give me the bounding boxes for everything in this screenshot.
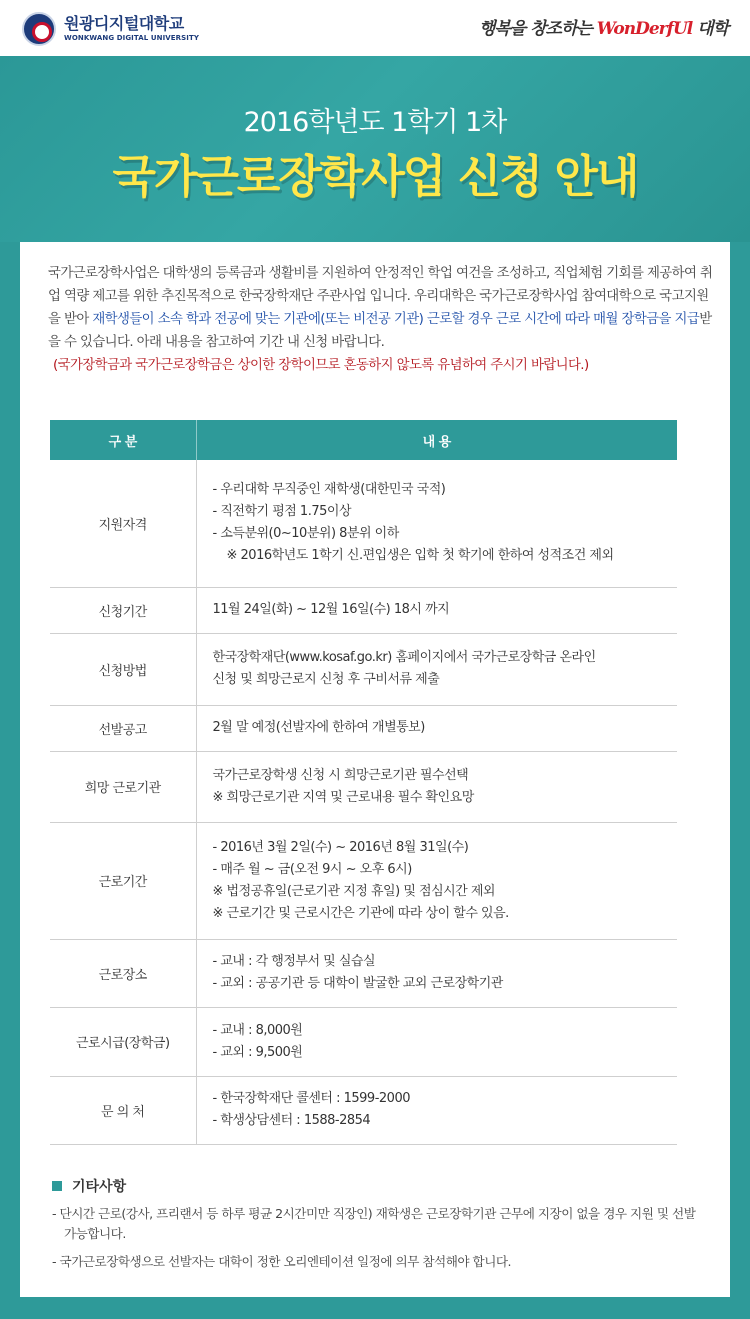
row-content — [196, 633, 677, 705]
etc-title: 기타사항 — [72, 1179, 127, 1195]
row-label: 근로기간 — [50, 822, 196, 939]
row-content — [196, 939, 677, 1007]
content-line: - 교내 : 8,000원 — [212, 1022, 303, 1038]
row-content — [196, 587, 677, 633]
university-seal-icon — [22, 12, 56, 46]
header-category: 구 분 — [50, 420, 196, 460]
content-line: 한국장학재단(www.kosaf.go.kr) 홈페이지에서 국가근로장학금 온라인 — [212, 650, 596, 665]
etc-item: - 국가근로장학생으로 선발자는 대학이 정한 오리엔테이션 일정에 의무 참석해야 합니다. — [52, 1254, 512, 1269]
table-row — [50, 1076, 677, 1144]
info-table — [50, 420, 677, 1145]
slogan-text-3: 대학 — [692, 19, 728, 39]
university-logo[interactable] — [22, 12, 199, 46]
row-label: 신청기간 — [50, 587, 196, 633]
row-label: 지원자격 — [50, 460, 196, 587]
intro-text-2: 받을 수 있습니다. 아래 내용을 참고하여 기간 내 신청 바랍니다. — [48, 312, 712, 350]
content-line: 11월 24일(화) ~ 12월 16일(수) 18시 까지 — [212, 602, 450, 617]
content-line: ※ 희망근로기관 지역 및 근로내용 필수 확인요망 — [212, 789, 474, 805]
hero-subtitle: 2016학년도 1학기 1차 — [243, 107, 507, 138]
table-row — [50, 460, 677, 587]
row-content — [196, 1076, 677, 1144]
table-row — [50, 822, 677, 939]
content-line: - 소득분위(0~10분위) 8분위 이하 — [212, 526, 399, 542]
content-line: - 직전학기 평점 1.75이상 — [212, 504, 351, 520]
slogan-text-1: 행복을 창조하는 — [478, 19, 597, 39]
row-label: 희망 근로기관 — [50, 751, 196, 822]
header-content: 내 용 — [196, 420, 677, 460]
content-line: 신청 및 희망근로지 신청 후 구비서류 제출 — [212, 672, 440, 687]
content-line: ※ 근로기간 및 근로시간은 기관에 따라 상이 할수 있음. — [212, 905, 509, 921]
table-header-row — [50, 420, 677, 460]
content-line: - 학생상담센터 : 1588-2854 — [212, 1113, 371, 1128]
row-label: 근로장소 — [50, 939, 196, 1007]
row-content — [196, 751, 677, 822]
content-line: - 교외 : 9,500원 — [212, 1044, 303, 1060]
content-panel — [20, 242, 730, 1297]
etc-section — [52, 1176, 702, 1272]
slogan-text-2: WonDerfUl — [596, 19, 693, 39]
intro-warning: (국가장학금과 국가근로장학금은 상이한 장학이므로 혼동하지 않도록 유념하여 주시기 바랍니다.) — [53, 358, 589, 373]
hero-title: 국가근로장학사업 신청 안내 — [112, 150, 638, 203]
content-line: 2월 말 예정(선발자에 한하여 개별통보) — [212, 720, 425, 735]
etc-item: - 단시간 근로(강사, 프리랜서 등 하루 평균 2시간미만 직장인) 재학생은 근로장학기관 근무에 지장이 없을 경우 지원 및 선발 가능합니다. — [52, 1206, 696, 1241]
content-line: ※ 2016학년도 1학기 신.편입생은 입학 첫 학기에 한하여 성적조건 제외 — [226, 548, 614, 564]
row-content — [196, 822, 677, 939]
content-line: - 한국장학재단 콜센터 : 1599-2000 — [212, 1091, 410, 1106]
logo-english-name: WONKWANG DIGITAL UNIVERSITY — [64, 34, 200, 42]
content-line: 국가근로장학생 신청 시 희망근로기관 필수선택 — [212, 767, 469, 783]
content-line: - 2016년 3월 2일(수) ~ 2016년 8월 31일(수) — [212, 839, 469, 855]
top-bar — [0, 0, 750, 56]
row-label: 근로시급(장학금) — [50, 1007, 196, 1076]
content-line: - 교내 : 각 행정부서 및 실습실 — [212, 954, 376, 969]
row-content — [196, 1007, 677, 1076]
logo-korean-name: 원광디지털대학교 — [64, 14, 184, 33]
square-bullet-icon — [52, 1181, 62, 1191]
row-label: 문 의 처 — [50, 1076, 196, 1144]
content-line: ※ 법정공휴일(근로기관 지정 휴일) 및 점심시간 제외 — [212, 883, 495, 899]
row-content — [196, 460, 677, 587]
intro-highlight: 재학생들이 소속 학과 전공에 맞는 기관에(또는 비전공 기관) 근로할 경우 근로 시간에 따라 매월 장학금을 지급 — [92, 312, 700, 327]
etc-heading — [52, 1176, 702, 1196]
row-content — [196, 705, 677, 751]
content-line: - 매주 월 ~ 금(오전 9시 ~ 오후 6시) — [212, 861, 412, 877]
row-label: 선발공고 — [50, 705, 196, 751]
table-row — [50, 705, 677, 751]
intro-text-1: 국가근로장학사업은 대학생의 등록금과 생활비를 지원하여 안정적인 학업 여건을 조성하고, 직업체험 기회를 제공하여 취업 역량 제고를 위한 추진목적으로 한국장학재단 주관사업 입니다. 우리대학은 국가근로장학사업 참여대학으로 국고지원을 받아 — [48, 266, 713, 327]
table-row — [50, 751, 677, 822]
table-row — [50, 633, 677, 705]
content-line: - 교외 : 공공기관 등 대학이 발굴한 교외 근로장학기관 — [212, 976, 503, 991]
row-label: 신청방법 — [50, 633, 196, 705]
table-row — [50, 587, 677, 633]
intro-paragraph — [48, 262, 713, 377]
content-line: - 우리대학 무직중인 재학생(대한민국 국적) — [212, 482, 446, 498]
slogan — [479, 14, 728, 39]
table-row — [50, 1007, 677, 1076]
table-row — [50, 939, 677, 1007]
